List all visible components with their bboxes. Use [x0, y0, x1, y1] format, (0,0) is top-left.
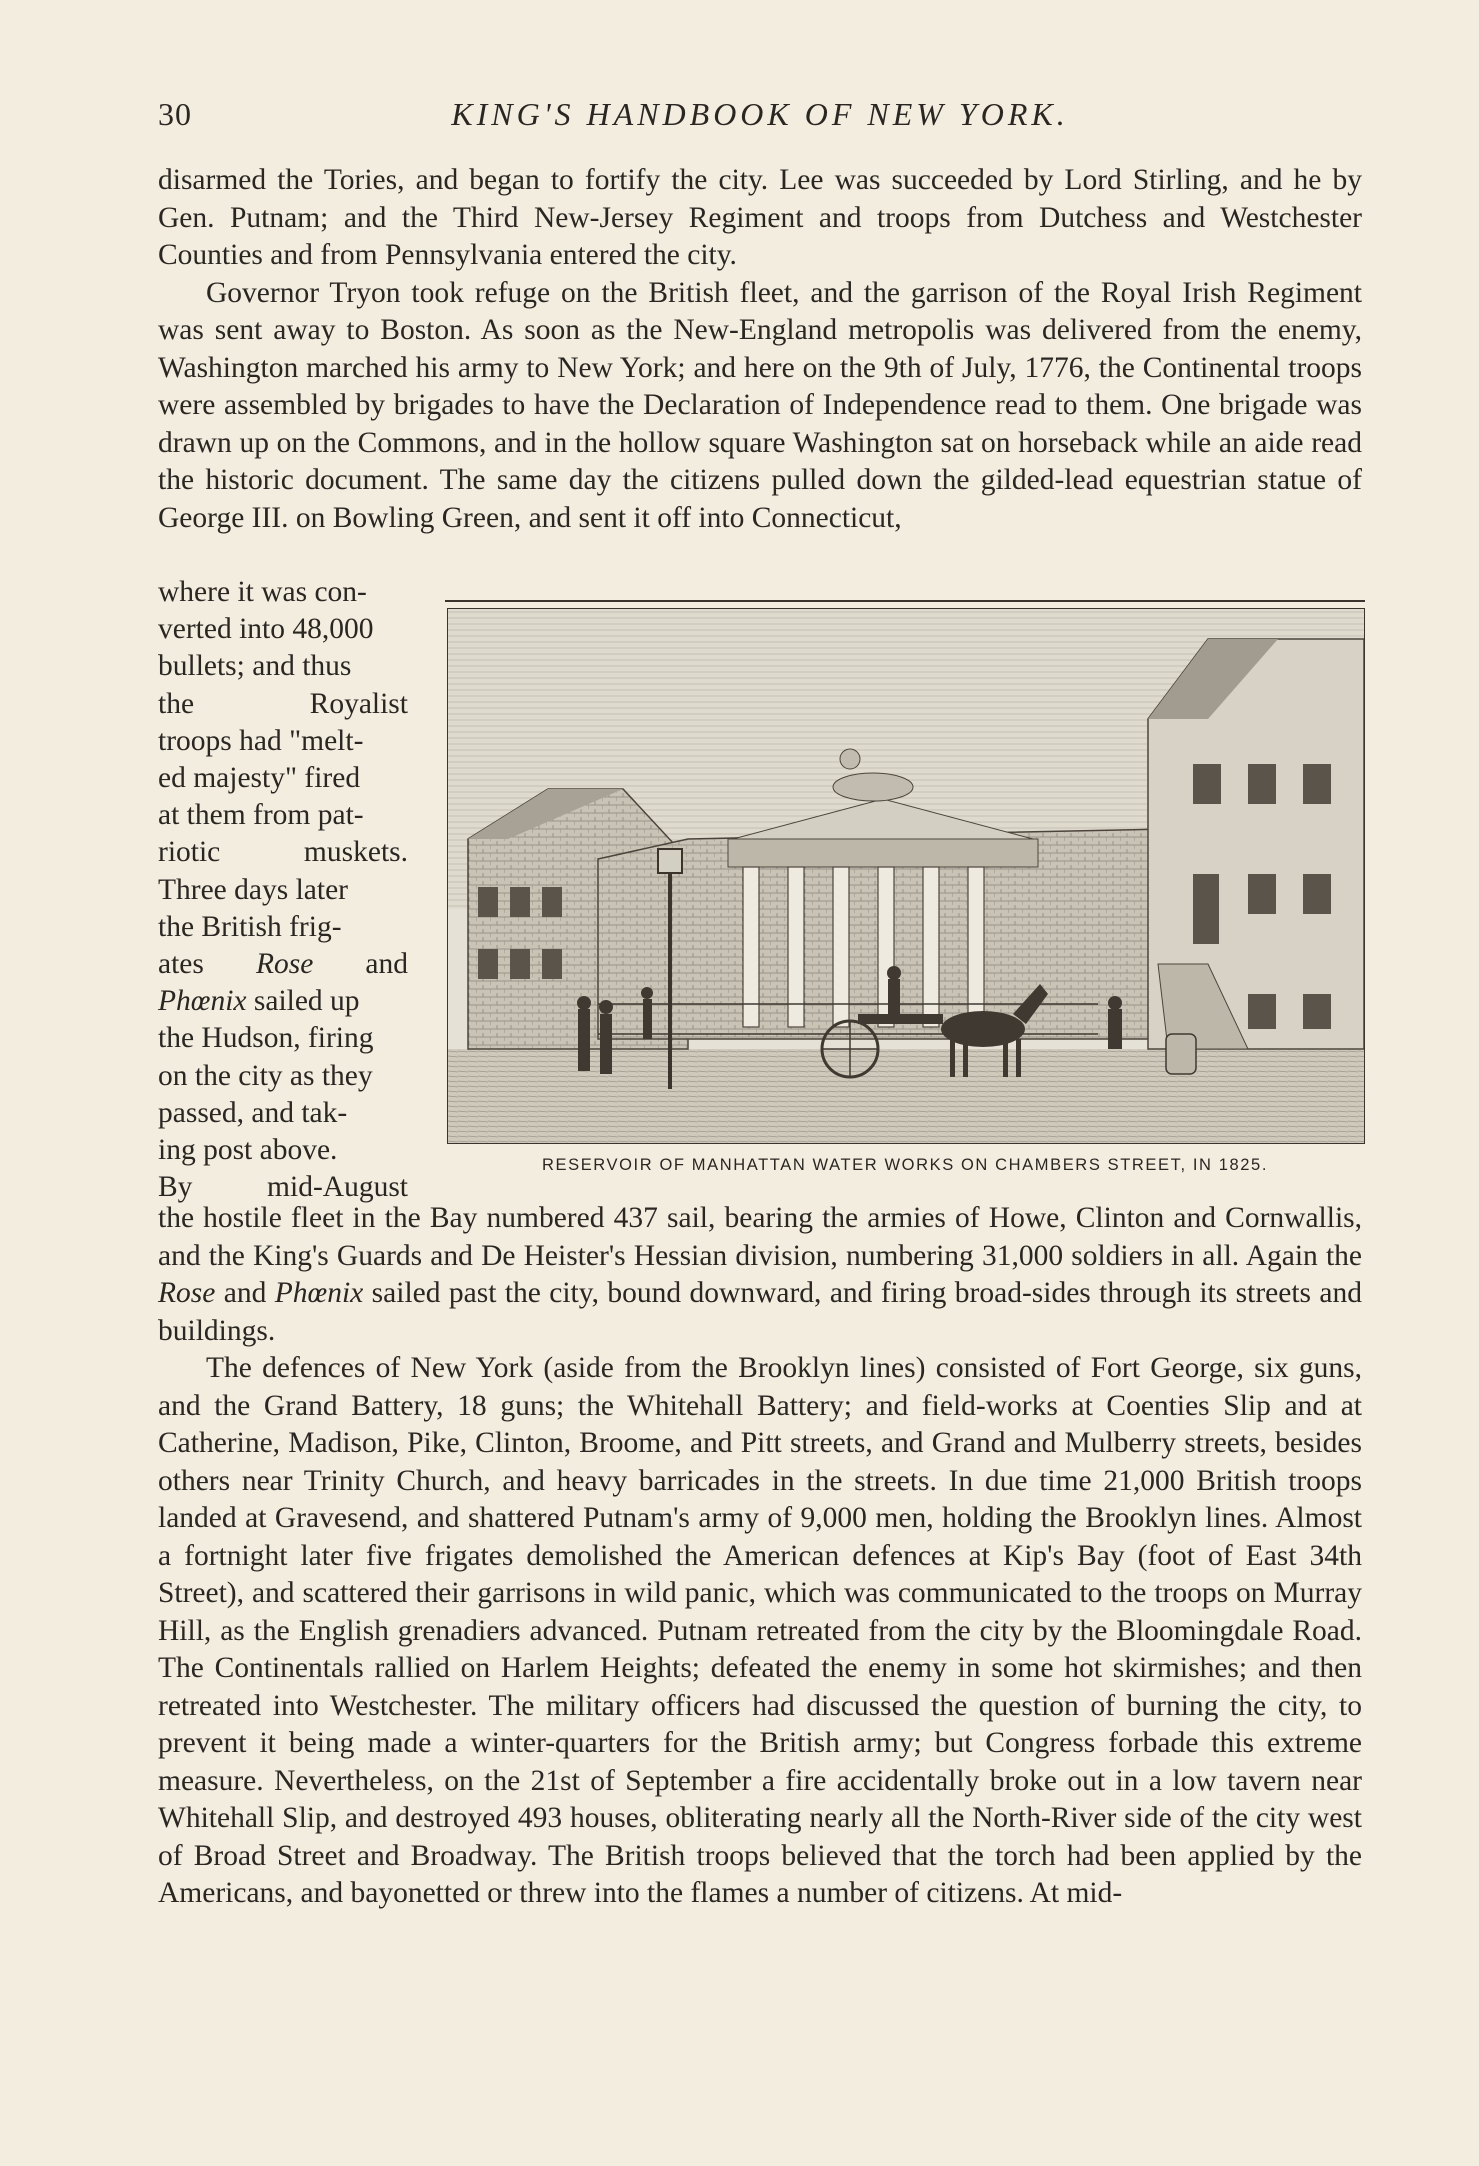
engraving-illustration: [447, 608, 1365, 1144]
text-span: the hostile fleet in the Bay numbered 437 sail, bearing the armies of Howe, Clinton and Cornwallis, and the King's Guards and De Heister's Hessian division, numbering 31,000 soldiers in all. Again the: [158, 1202, 1362, 1272]
running-title: KING'S HANDBOOK OF NEW YORK.: [451, 96, 1069, 132]
narrow-line-ships: [158, 983, 408, 1020]
narrow-line: Three days later: [158, 873, 349, 906]
text-span: sailed up: [246, 985, 360, 1018]
page-number: 30: [158, 96, 192, 132]
narrow-line: troops had "melt-: [158, 724, 364, 757]
narrow-line: passed, and tak-: [158, 1096, 348, 1129]
paragraph: The defences of New York (aside from the Brooklyn lines) consisted of Fort George, six guns, and the Grand Battery, 18 guns; the Whitehall Battery; and field-works at Coenties Slip and at Catherine, Madison, Pike, Clinton, Broome, and Pitt streets, and Grand and Mulberry streets, besides others near Trinity Church, and heavy barricades in the streets. In due time 21,000 British troops landed at Gravesend, and shattered Putnam's army of 9,000 men, holding the Brooklyn lines. Almost a fortnight later five frigates demolished the American defences at Kip's Bay (foot of East 34th Street), and scattered their garrisons in wild panic, which was communicated to the troops on Murray Hill, as the English grenadiers advanced. Putnam retreated from the city by the Bloomingdale Road. The Continentals rallied on Harlem Heights; defeated the enemy in some hot skirmishes; and then retreated into Westchester. The military officers had discussed the question of burning the city, to prevent it being made a winter-quarters for the British army; but Congress forbade this extreme measure. Nevertheless, on the 21st of September a fire accidentally broke out in a low tavern near Whitehall Slip, and destroyed 493 houses, obliterating nearly all the North-River side of the city west of Broad Street and Broadway. The British troops believed that the torch had been applied by the Americans, and bayonetted or threw into the flames a number of citizens. At mid-: [158, 1352, 1362, 1909]
paragraph: [158, 1200, 1362, 1350]
text-span: sailed past the city, bound downward, and firing broad-sides through its streets and buildings.: [158, 1277, 1363, 1347]
figure-reservoir: [445, 600, 1365, 1190]
ship-name: Phœnix: [158, 985, 247, 1018]
page-header: [158, 96, 1362, 144]
narrow-line: on the city as they: [158, 1059, 373, 1092]
narrow-column-text: [158, 574, 408, 1206]
figure-caption: RESERVOIR OF MANHATTAN WATER WORKS ON CHAMBERS STREET, IN 1825.: [541, 1156, 1269, 1174]
text-span: and: [215, 1277, 275, 1309]
narrow-line: verted into 48,000: [158, 613, 374, 646]
narrow-line: where it was con-: [158, 576, 367, 608]
narrow-line-ships: [158, 946, 408, 983]
narrow-line: the Royalist: [158, 687, 408, 720]
text-span: ates: [158, 948, 256, 981]
narrow-line: By mid-August: [158, 1171, 408, 1204]
text-block-top: [158, 162, 1362, 537]
narrow-line: riotic muskets.: [158, 836, 408, 869]
paragraph: disarmed the Tories, and began to fortify the city. Lee was succeeded by Lord Stirling, and he by Gen. Putnam; and the Third New-Jersey Regiment and troops from Dutchess and Westchester Counties and from Pennsylvania entered the city.: [158, 164, 1362, 271]
ship-name: Phœnix: [274, 1277, 364, 1309]
narrow-line: at them from pat-: [158, 799, 364, 832]
narrow-line: the British frig-: [158, 910, 342, 943]
figure-top-rule: [445, 600, 1365, 602]
ship-name: Rose: [255, 948, 314, 981]
text-block-bottom: [158, 1200, 1362, 1913]
narrow-line: the Hudson, firing: [158, 1022, 374, 1055]
ship-name: Rose: [158, 1277, 216, 1309]
narrow-line: ing post above.: [158, 1134, 338, 1167]
paragraph: Governor Tryon took refuge on the British fleet, and the garrison of the Royal Irish Regiment was sent away to Boston. As soon as the New-England metropolis was delivered from the enemy, Washington marched his army to New York; and here on the 9th of July, 1776, the Continental troops were assembled by brigades to have the Declaration of Independence read to them. One brigade was drawn up on the Commons, and in the hollow square Washington sat on horseback while an aide read the historic document. The same day the citizens pulled down the gilded-lead equestrian statue of George III. on Bowling Green, and sent it off into Connecticut,: [158, 276, 1362, 534]
text-span: and: [313, 948, 408, 981]
narrow-line: ed majesty" fired: [158, 762, 361, 795]
narrow-line: bullets; and thus: [158, 650, 352, 683]
